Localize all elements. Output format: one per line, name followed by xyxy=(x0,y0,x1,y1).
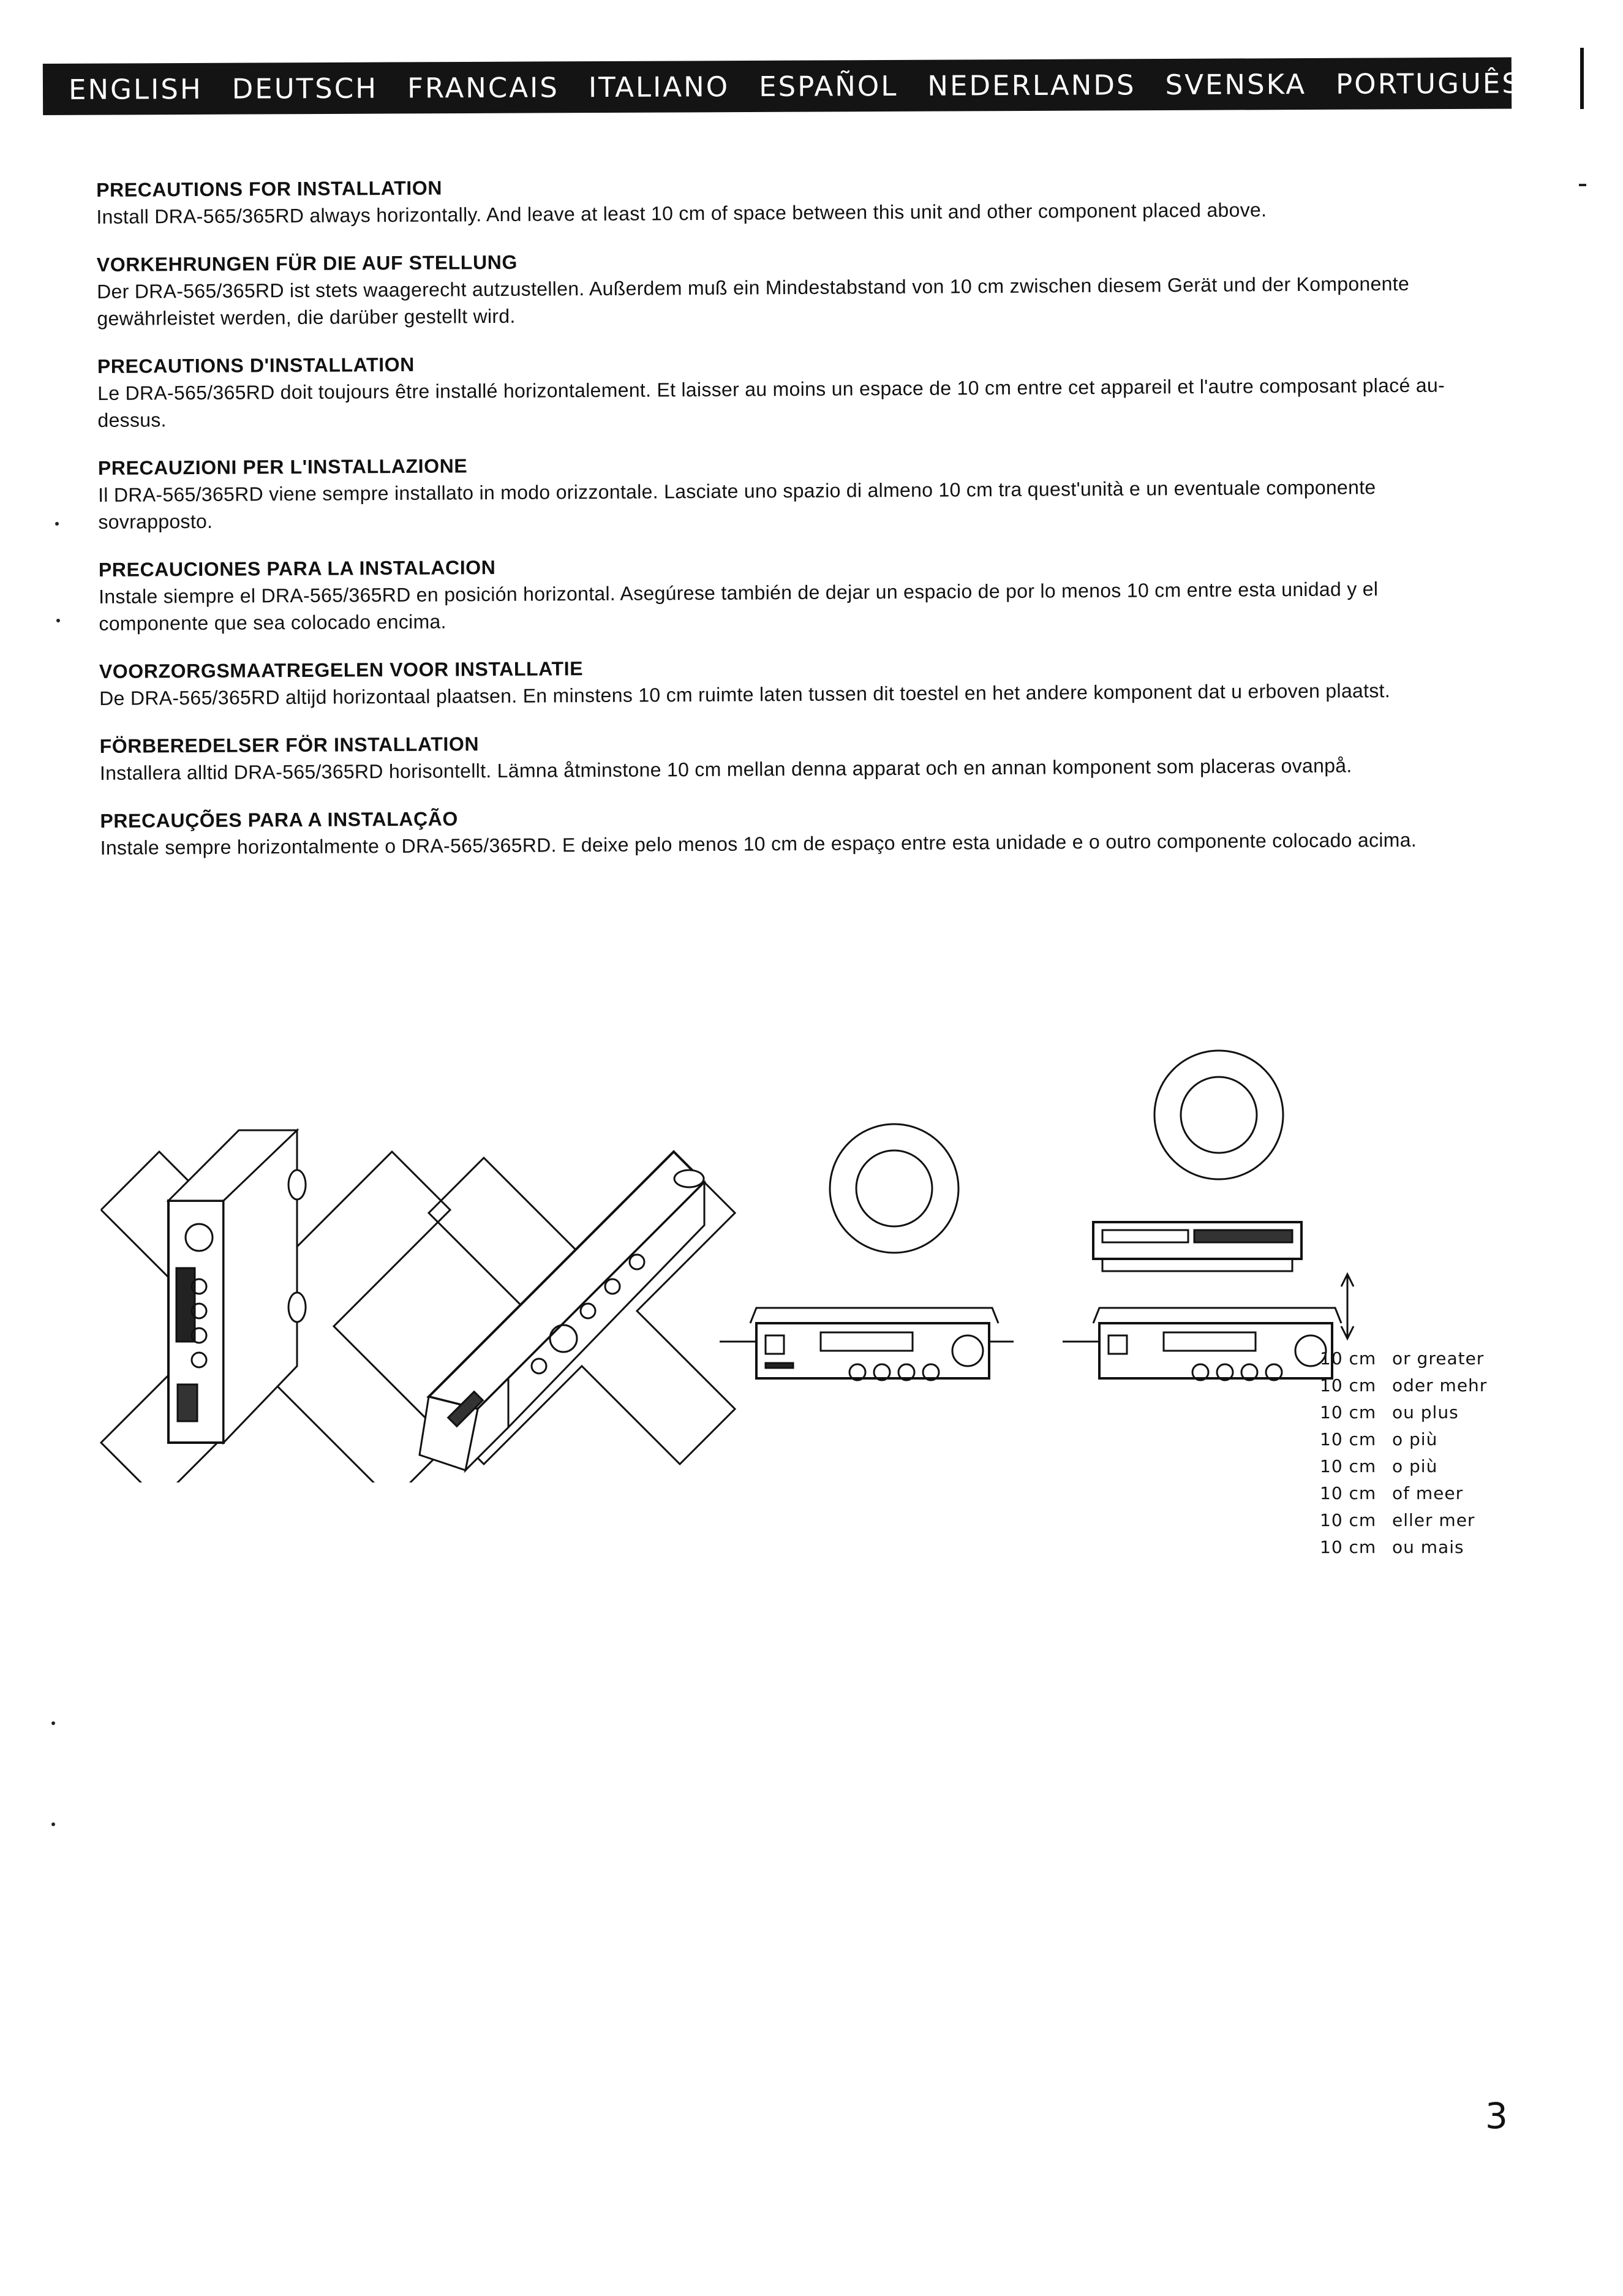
clearance-distance: 10 cm xyxy=(1320,1483,1377,1503)
section-francais xyxy=(97,346,1482,434)
margin-dot xyxy=(51,1822,55,1826)
clearance-distance: 10 cm xyxy=(1320,1375,1377,1395)
clearance-row xyxy=(1320,1507,1522,1534)
section-title: VORKEHRUNGEN FÜR DIE AUF STELLUNG xyxy=(96,251,518,276)
section-body: Le DRA-565/365RD doit toujours être installé horizontalement. Et laisser au moins un espace de 10 cm entre cet appareil et l'autre composant placé au-dessus. xyxy=(97,374,1445,431)
section-body: Il DRA-565/365RD viene sempre installato in modo orizzontale. Lasciate uno spazio di almeno 10 cm tra quest'unità e un eventuale componente sovrapposto. xyxy=(98,476,1376,533)
section-body: Der DRA-565/365RD ist stets waagerecht autzustellen. Außerdem muß ein Mindestabstand von 10 cm zwischen diesem Gerät und der Komponente gewährleistet werden, die darüber gestellt wird. xyxy=(97,272,1410,330)
language-label: ENGLISH xyxy=(68,72,203,106)
section-body: Instale siempre el DRA-565/365RD en posición horizontal. Asegúrese también de dejar un espacio de por lo menos 10 cm entre esta unidad y el componente que sea colocado encima. xyxy=(99,578,1379,635)
correct-horizontal-illustration xyxy=(720,1124,1014,1380)
clearance-label: of meer xyxy=(1392,1483,1464,1503)
clearance-distance: 10 cm xyxy=(1320,1456,1377,1476)
clearance-row xyxy=(1320,1399,1522,1426)
clearance-illustration xyxy=(1063,1051,1354,1380)
clearance-distance: 10 cm xyxy=(1320,1348,1377,1369)
clearance-label: eller mer xyxy=(1392,1510,1475,1530)
language-label: FRANCAIS xyxy=(407,70,559,104)
margin-dot xyxy=(55,522,59,526)
clearance-distance: 10 cm xyxy=(1320,1537,1377,1557)
section-title: PRECAUCIONES PARA LA INSTALACION xyxy=(98,556,496,581)
section-title: FÖRBEREDELSER FÖR INSTALLATION xyxy=(99,733,480,757)
language-bar xyxy=(43,58,1521,115)
section-title: PRECAUÇÕES PARA A INSTALAÇÃO xyxy=(100,807,459,832)
clearance-label: ou mais xyxy=(1392,1537,1464,1557)
section-italiano xyxy=(98,447,1483,535)
section-title: VOORZORGSMAATREGELEN VOOR INSTALLATIE xyxy=(99,657,584,682)
section-body: Install DRA-565/365RD always horizontally. And leave at least 10 cm of space between this unit and other component placed above. xyxy=(96,198,1267,228)
margin-dot xyxy=(56,619,60,622)
section-body: Instale sempre horizontalmente o DRA-565/365RD. E deixe pelo menos 10 cm de espaço entre esta unidade e o outro componente colocado acima. xyxy=(100,828,1417,859)
clearance-distance: 10 cm xyxy=(1320,1510,1377,1530)
language-label: SVENSKA xyxy=(1165,67,1307,101)
clearance-label: o più xyxy=(1392,1456,1438,1476)
margin-mark xyxy=(1579,184,1586,186)
language-label: ITALIANO xyxy=(588,70,730,104)
section-body: De DRA-565/365RD altijd horizontaal plaatsen. En minstens 10 cm ruimte laten tussen dit toestel en het andere komponent dat u erboven plaatst. xyxy=(99,679,1391,709)
clearance-label: ou plus xyxy=(1392,1402,1459,1422)
language-label: NEDERLANDS xyxy=(927,68,1136,102)
section-nederlands xyxy=(99,651,1483,712)
clearance-legend xyxy=(1320,1345,1522,1561)
clearance-distance: 10 cm xyxy=(1320,1402,1377,1422)
clearance-row xyxy=(1320,1372,1522,1399)
section-english xyxy=(96,169,1480,230)
clearance-label: o più xyxy=(1392,1429,1438,1449)
page-number: 3 xyxy=(1485,2095,1508,2137)
wrong-vertical-illustration xyxy=(101,1130,450,1482)
clearance-row xyxy=(1320,1426,1522,1453)
clearance-row xyxy=(1320,1480,1522,1507)
language-label: PORTUGUÊS xyxy=(1335,66,1521,100)
installation-figure xyxy=(86,1005,1531,1482)
wrong-tilted-illustration xyxy=(420,1152,735,1470)
clearance-label: oder mehr xyxy=(1392,1375,1488,1395)
section-svenska xyxy=(100,725,1484,787)
margin-dot xyxy=(51,1721,55,1725)
section-deutsch xyxy=(97,244,1482,332)
clearance-row xyxy=(1320,1534,1522,1561)
clearance-row xyxy=(1320,1345,1522,1372)
section-title: PRECAUZIONI PER L'INSTALLAZIONE xyxy=(97,455,468,479)
section-title: PRECAUTIONS D'INSTALLATION xyxy=(97,353,415,377)
language-label: ESPAÑOL xyxy=(759,69,898,103)
precautions-content xyxy=(96,169,1485,883)
clearance-label: or greater xyxy=(1392,1348,1485,1369)
margin-rule xyxy=(1580,48,1584,109)
section-title: PRECAUTIONS FOR INSTALLATION xyxy=(96,176,443,201)
section-body: Installera alltid DRA-565/365RD horisontellt. Lämna åtminstone 10 cm mellan denna apparat och en annan komponent som placeras ovanpå. xyxy=(99,754,1352,784)
language-label: DEUTSCH xyxy=(232,72,378,105)
section-espanol xyxy=(99,549,1483,637)
clearance-distance: 10 cm xyxy=(1320,1429,1377,1449)
section-portugues xyxy=(100,800,1484,861)
clearance-row xyxy=(1320,1453,1522,1480)
